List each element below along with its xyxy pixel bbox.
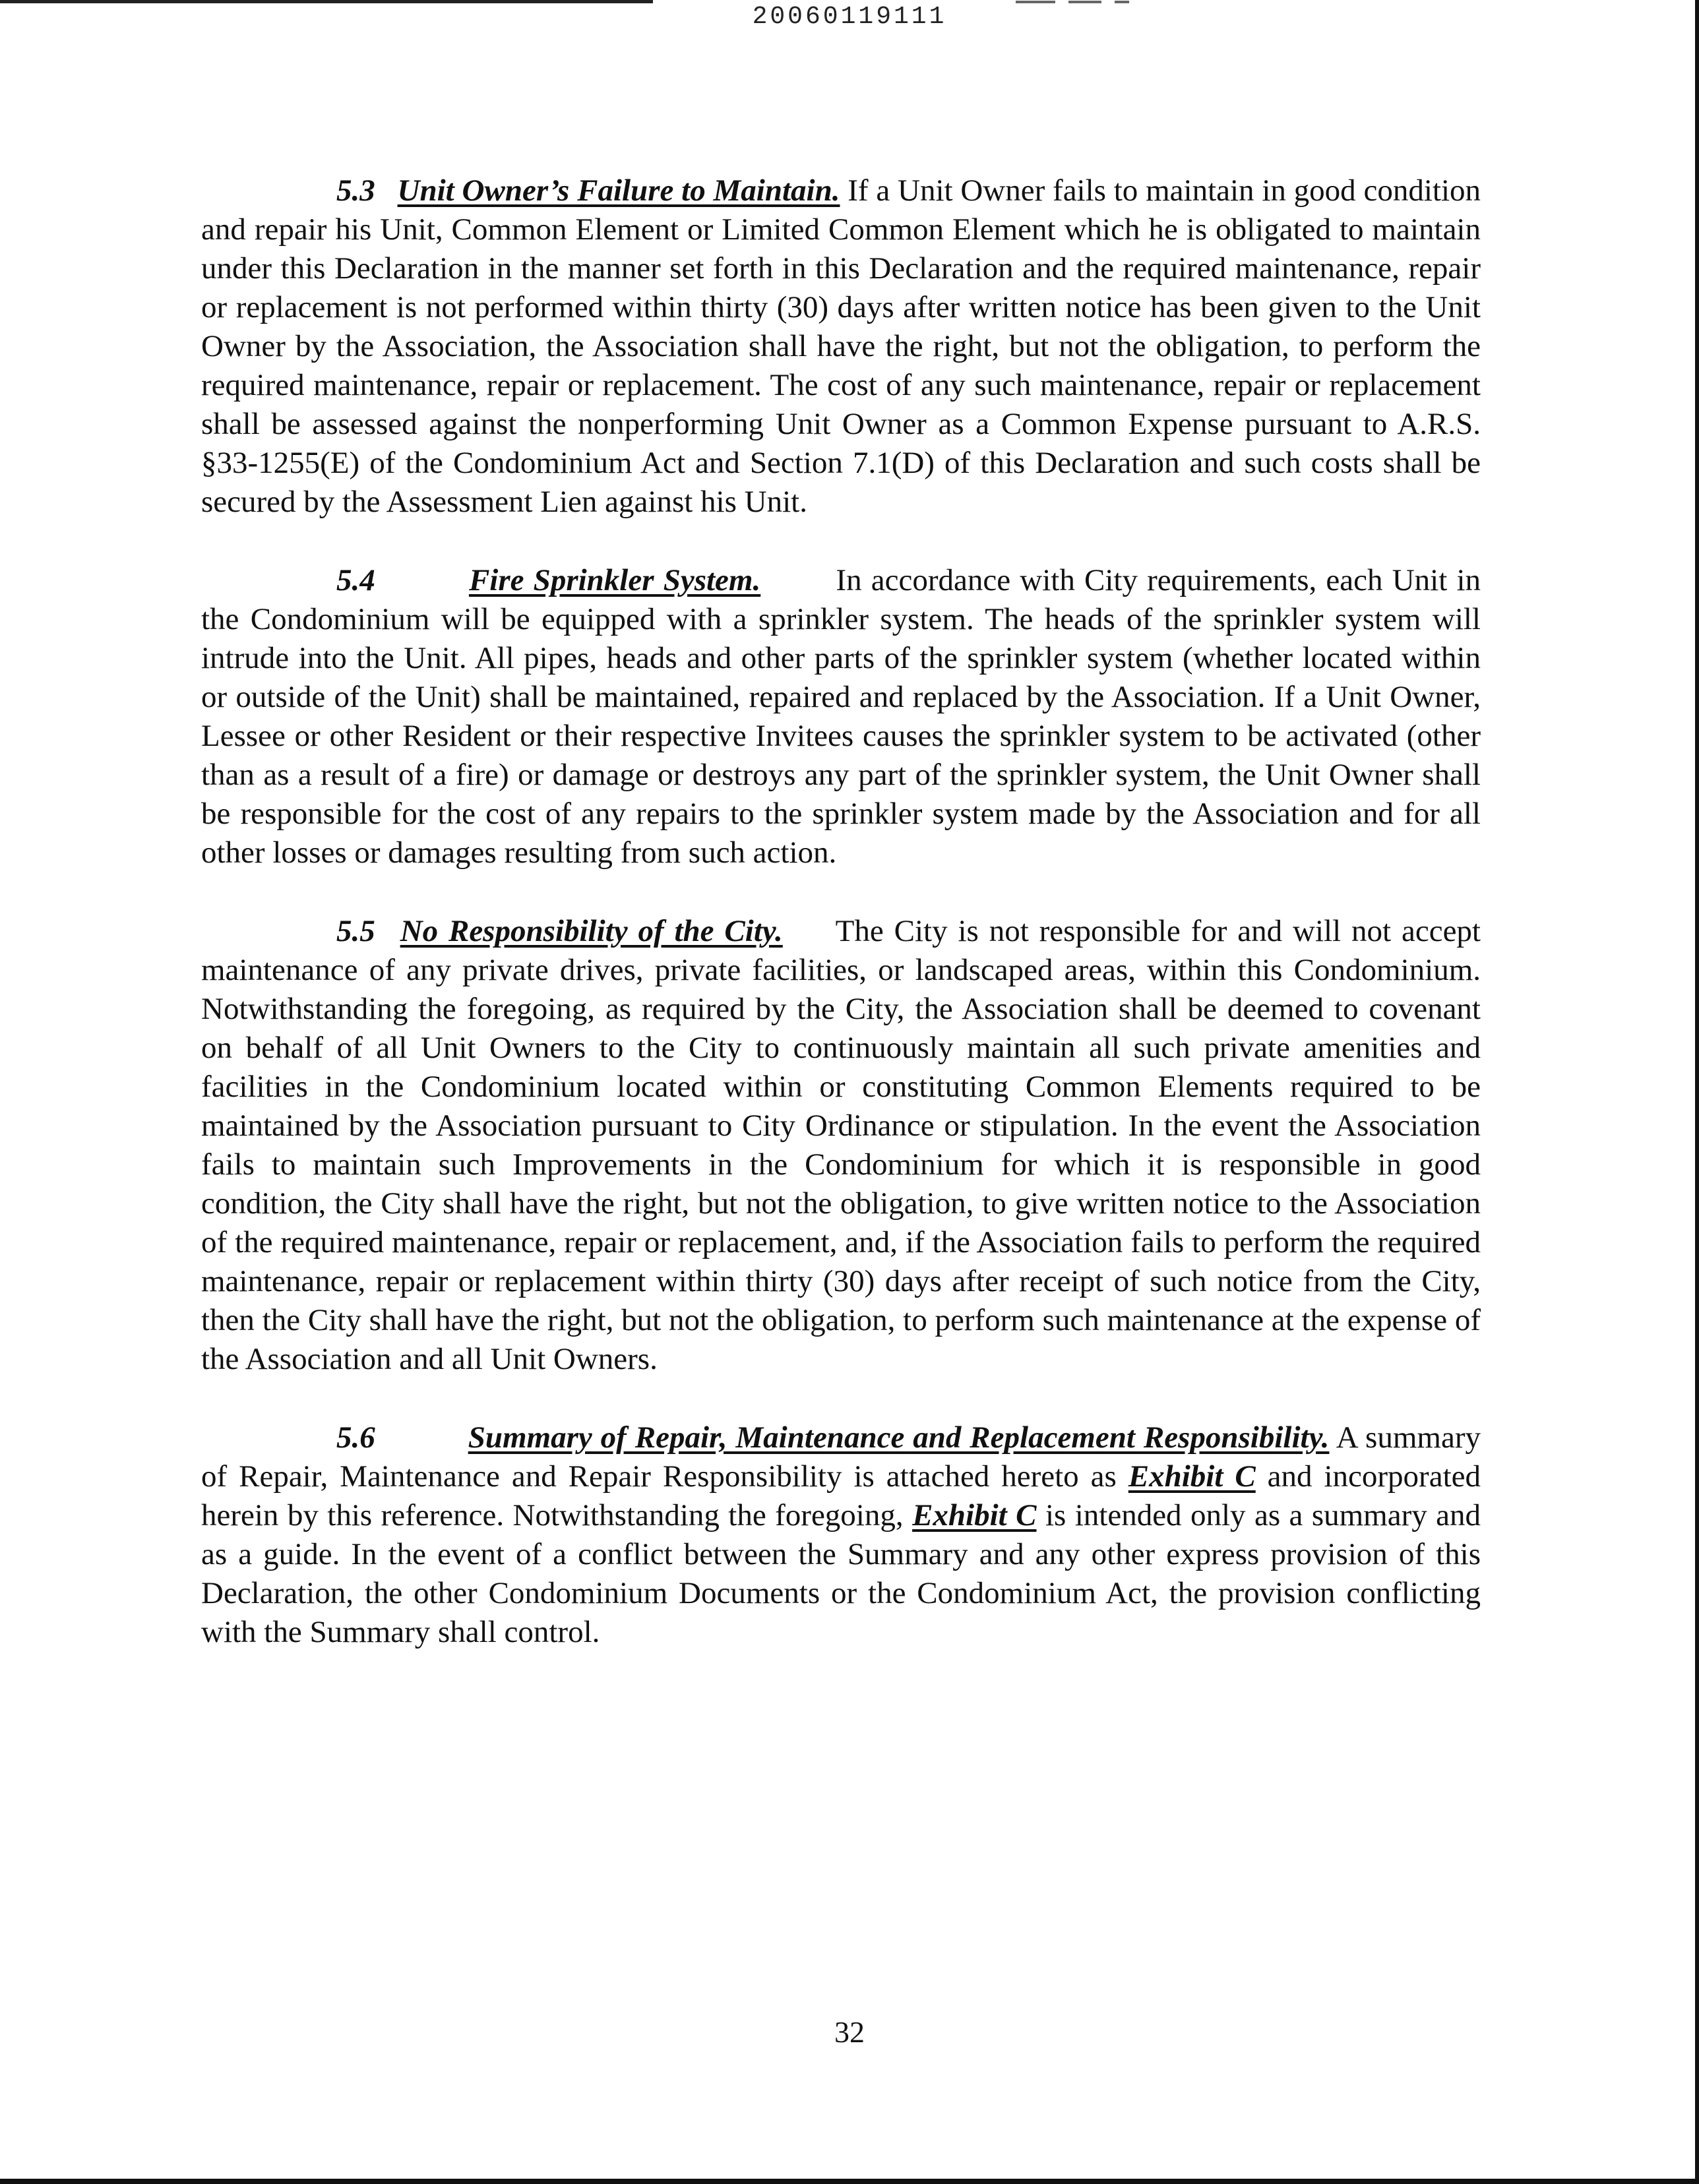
section-5-6 [201,1418,1481,1652]
section-text: The City is not responsible for and will not accept maintenance of any private drives, private facilities, or landscaped areas, within this Condominium. Notwithstanding the foregoing, as required by the City, the Association shall be deemed to covenant on behalf of all Unit Owners to the City to continuously maintain all such private amenities and facilities in the Condominium located within or constituting Common Elements required to be maintained by the Association pursuant to City Ordinance or stipulation. In the event the Association fails to maintain such Improvements in the Condominium for which it is responsible in good condition, the City shall have the right, but not the obligation, to give written notice to the Association of the required maintenance, repair or replacement, and, if the Association fails to perform the required maintenance, repair or replacement within thirty (30) days after receipt of such notice from the City, then the City shall have the right, but not the obligation, to perform such maintenance at the expense of the Association and all Unit Owners. [201,914,1481,1376]
exhibit-c-reference: Exhibit C [912,1498,1037,1532]
document-body [201,171,1481,1652]
section-heading: Unit Owner’s Failure to Maintain. [397,173,840,208]
section-text: and incorporated herein by this reference. Notwithstanding the foregoing, [201,1459,1481,1532]
section-text: is intended only as a summary and as a guide. In the event of a conflict between the Summary and any other express provision of this Declaration, the other Condominium Documents or the Condominium Act, the provision conflicting with the Summary shall control. [201,1498,1481,1649]
section-5-4 [201,561,1481,872]
document-recording-number: 20060119111 [752,3,947,31]
section-heading: No Responsibility of the City. [400,914,783,948]
section-5-5 [201,912,1481,1379]
page-number: 32 [834,2015,865,2049]
section-number: 5.5 [336,914,375,948]
section-heading: Summary of Repair, Maintenance and Replacement Responsibility. [468,1420,1330,1455]
scan-right-edge [1695,0,1699,2184]
exhibit-c-reference: Exhibit C [1128,1459,1256,1494]
section-number: 5.4 [336,563,375,597]
section-number: 5.3 [336,173,375,208]
section-heading: Fire Sprinkler System. [468,563,761,597]
scan-bottom-edge [0,2179,1699,2184]
section-text: In accordance with City requirements, each Unit in the Condominium will be equipped with a sprinkler system. The heads of the sprinkler system will intrude into the Unit. All pipes, heads and other parts of the sprinkler system (whether located within or outside of the Unit) shall be maintained, repaired and replaced by the Association. If a Unit Owner, Lessee or other Resident or their respective Invitees causes the sprinkler system to be activated (other than as a result of a fire) or damage or destroys any part of the sprinkler system, the Unit Owner shall be responsible for the cost of any repairs to the sprinkler system made by the Association and for all other losses or damages resulting from such action. [201,563,1481,870]
section-text: If a Unit Owner fails to maintain in good condition and repair his Unit, Common Element or Limited Common Element which he is obligated to maintain under this Declaration in the manner set forth in this Declaration and the required maintenance, repair or replacement is not performed within thirty (30) days after written notice has been given to the Unit Owner by the Association, the Association shall have the right, but not the obligation, to perform the required maintenance, repair or replacement. The cost of any such maintenance, repair or replacement shall be assessed against the nonperforming Unit Owner as a Common Expense pursuant to A.R.S. §33-1255(E) of the Condominium Act and Section 7.1(D) of this Declaration and such costs shall be secured by the Assessment Lien against his Unit. [201,173,1481,519]
section-number: 5.6 [336,1420,375,1455]
section-5-3 [201,171,1481,522]
section-text: A summary of Repair, Maintenance and Repair Responsibility is attached hereto as [201,1420,1481,1494]
